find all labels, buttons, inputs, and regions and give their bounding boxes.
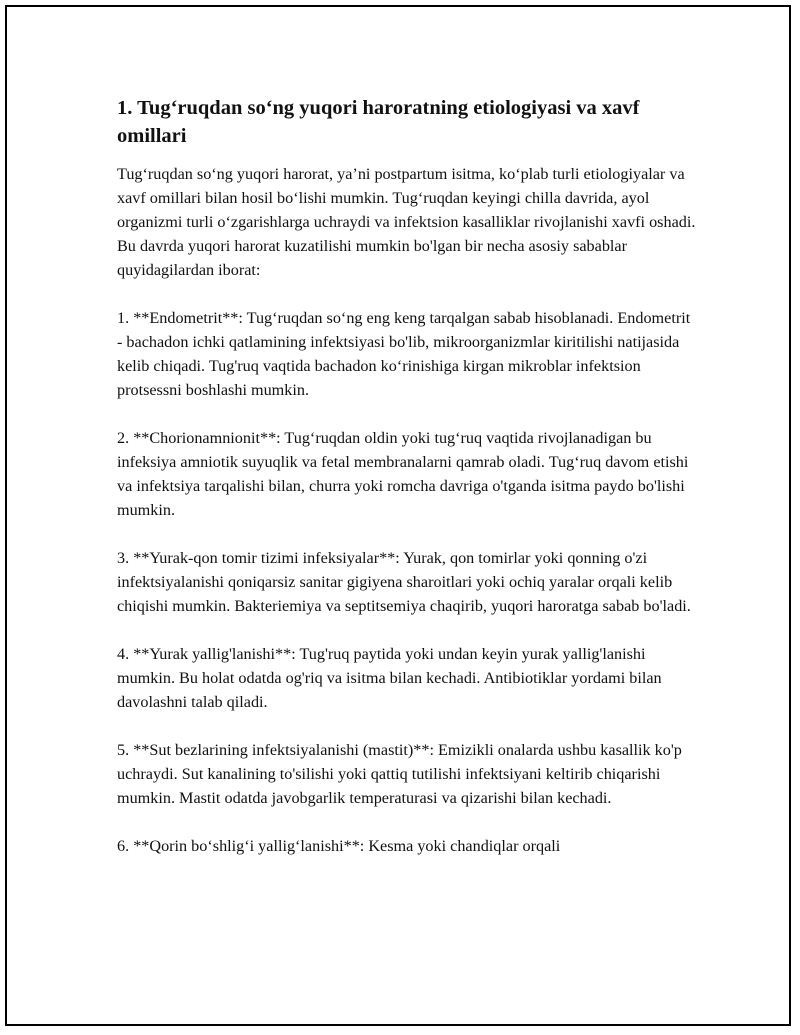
section-title: 1. Tug‘ruqdan so‘ng yuqori haroratning etiologiyasi va xavf omillari	[117, 97, 640, 147]
paragraph-chorionamnionit: 2. **Chorionamnionit**: Tug‘ruqdan oldin yoki tug‘ruq vaqtida rivojlanadigan bu infeksiya amniotik suyuqlik va fetal membranalarni qamrab oladi. Tug‘ruq davom etishi va infektsiya tarqalishi bilan, churra yoki romcha davriga o'tganda isitma paydo bo'lishi mumkin.	[117, 429, 689, 519]
intro-paragraph: Tug‘ruqdan so‘ng yuqori harorat, ya’ni postpartum isitma, ko‘plab turli etiologiyalar va xavf omillari bilan hosil bo‘lishi mumkin. Tug‘ruqdan keyingi chilla davrida, ayol organizmi turli o‘zgarishlarga uchraydi va infektsion kasalliklar rivojlanishi xavfi oshadi. Bu davrda yuqori harorat kuzatilishi mumkin bo'lgan bir necha asosiy sabablar quyidagilardan iborat:	[117, 165, 696, 279]
paragraph-cardiovascular-infection: 3. **Yurak-qon tomir tizimi infeksiyalar**: Yurak, qon tomirlar yoki qonning o'zi infektsiyalanishi qoniqarsiz sanitar gigiyena sharoitlari yoki ochiq yaralar orqali kelib chiqishi mumkin. Bakteriemiya va septitsemiya chaqirib, yuqori haroratga sabab bo'ladi.	[117, 549, 691, 615]
paragraph-endometrit: 1. **Endometrit**: Tug‘ruqdan so‘ng eng keng tarqalgan sabab hisoblanadi. Endometrit - bachadon ichki qatlamining infektsiyasi bo'lib, mikroorganizmlar kiritilishi natijasida kelib chiqadi. Tug'ruq vaqtida bachadon ko‘rinishiga kirgan mikroblar infektsion protsessni boshlashi mumkin.	[117, 309, 691, 399]
paragraph-peritonitis: 6. **Qorin bo‘shlig‘i yallig‘lanishi**: Kesma yoki chandiqlar orqali	[117, 837, 561, 855]
document-body	[117, 94, 697, 882]
paragraph-heart-inflammation: 4. **Yurak yallig'lanishi**: Tug'ruq paytida yoki undan keyin yurak yallig'lanishi mumkin. Bu holat odatda og'riq va isitma bilan kechadi. Antibiotiklar yordami bilan davolashni talab qiladi.	[117, 645, 662, 711]
paragraph-mastitis: 5. **Sut bezlarining infektsiyalanishi (mastit)**: Emizikli onalarda ushbu kasallik ko'p uchraydi. Sut kanalining to'silishi yoki qattiq tutilishi infektsiyani keltirib chiqarishi mumkin. Mastit odatda javobgarlik temperaturasi va qizarishi bilan kechadi.	[117, 741, 682, 807]
